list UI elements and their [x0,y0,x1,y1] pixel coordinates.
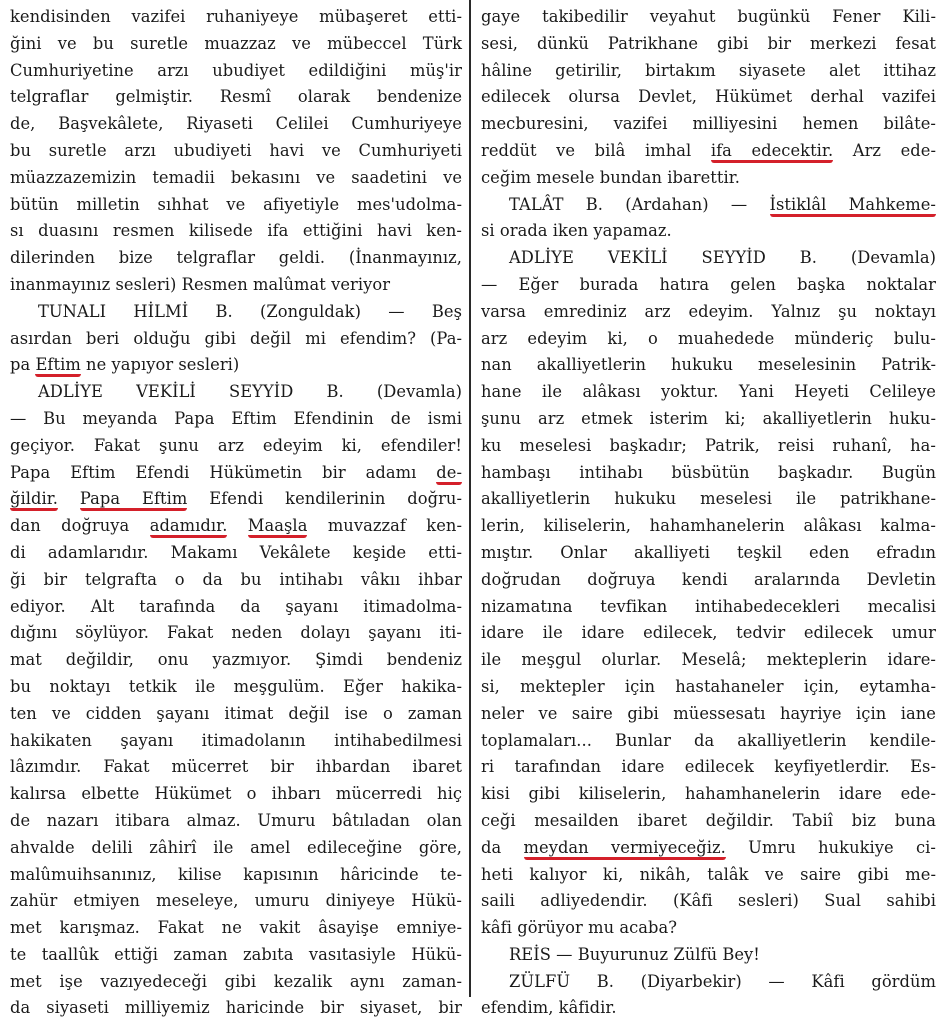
underlined-phrase: adamıdır. [150,516,228,538]
left-column-line: ği bir telgrafta o da bu intihabı vâkıı ihbar [10,569,462,589]
right-column-line: varsa emrediniz arz edeyim. Yalnız şu noktayı [481,301,936,321]
right-column-line: gaye takibedilir veyahut bugünkü Fener Kili- [481,7,936,26]
right-column-line: nizamatına tevfikan intihabedecekleri mecalisi [481,596,936,616]
right-column-line: ku meselesi başkadır; Patrik, reisi ruhanî, ha- [481,435,936,455]
left-column-line: malûmuihsanınız, kilise kapısının hâricinde te- [10,864,462,884]
left-column-line: telgraflar gelmiştir. Resmî olarak bendenize [10,87,462,107]
left-column-line: hakikaten şayanı itimadolanın intihabedilmesi [10,730,462,750]
right-column-line: ri tarafından idare edilecek keyfiyetlerdir. Es- [481,757,936,777]
left-column-line: müazzazemizin temadii bekasını ve saadetini ve [10,167,462,187]
underlined-phrase: Papa Eftim [80,489,188,511]
right-column-line: ceği mesailden ibaret değildir. Tabiî biz buna [481,810,936,830]
right-column-line: sesi, dünkü Patrikhane gibi bir merkezi fesat [481,33,936,53]
left-column-line: ahvalde delili zâhirî ile amel edileceğine göre, [10,837,462,857]
left-column-line: mat değildir, onu yazmıyor. Şimdi bendeniz [10,650,462,670]
left-column-line: bütün milletin sıhhat ve afiyetiyle mes'udolma- [10,194,462,214]
right-column-line: si, mektepler için hastahaneler için, eytamha- [481,676,936,696]
right-column-line: ZÜLFÜ B. (Diyarbekir) — Kâfi gördüm [509,971,936,991]
right-column-line: mecburesini, vazifei milliyesini hemen bilâte- [481,114,936,134]
left-column [10,4,462,1022]
left-column-line: inanmayınız sesleri) Resmen malûmat veriyor [10,274,391,294]
left-column-line: ğildir. Papa Eftim Efendi kendilerinin doğru- [10,486,462,513]
left-column-line: bu noktayı tetkik ile meşgulüm. Eğer hakika- [10,676,462,696]
right-column-line: kâfi görüyor mu acaba? [481,918,678,938]
right-column-line: lerin, kiliselerin, hahamhanelerin alâkası kalma- [481,516,936,536]
left-column-line: met karışmaz. Fakat ne vakit âsayişe emniye- [10,918,462,938]
right-column-line: ceğim mesele bundan ibarettir. [481,167,740,187]
left-column-line: pa Eftim ne yapıyor sesleri) [10,352,462,379]
right-column-line: saili adliyedendir. (Kâfi sesleri) Sual sahibi [481,891,936,911]
left-column-line: ADLİYE VEKİLİ SEYYİD B. (Devamla) [38,382,462,402]
right-column-line: hambaşı intihabı büsbütün başkadır. Bugün [481,462,936,482]
left-column-line: kendisinden vazifei ruhaniyeye mübaşeret etti- [10,7,462,26]
left-column-line: lâzımdır. Fakat mücerret bir ihbardan ibaret [10,757,462,777]
left-column-line: TUNALI HİLMİ B. (Zonguldak) — Beş [38,301,462,321]
left-column-line: di adamlarıdır. Makamı Vekâlete keşide etti- [10,542,462,562]
underlined-phrase: ğildir. [10,489,58,511]
underlined-phrase: Maaşla [248,516,308,538]
underlined-phrase: İstiklâl Mahkeme- [770,195,937,217]
right-column-line: idare ile idare edilecek, tedvir edilecek umur [481,623,936,643]
left-column-line: sı duasını resmen kilisede ifa ettiğini havi ken- [10,221,462,241]
right-column-line: doğrudan doğruya kendi aralarında Devletin [481,569,936,589]
right-column-line: arz edeyim ki, o muahedede münderiç bulu- [481,328,936,348]
underlined-phrase: Eftim [35,355,80,377]
underlined-phrase: de- [436,463,462,485]
right-column-line: — Eğer burada hatıra gelen başka noktalar [481,274,936,294]
right-column-line: ile meşgul olurlar. Meselâ; mekteplerin idare- [481,650,936,670]
left-column-line: Cumhuriyetine arzı ubudiyet edildiğini müş'ir [10,60,462,80]
right-column-line: TALÂT B. (Ardahan) — İstiklâl Mahkeme- [481,192,936,219]
left-column-line: dilerinden bize telgraflar geldi. (İnanmayınız, [10,248,462,268]
left-column-line: ediyor. Alt tarafında da şayanı itimadolma- [10,596,462,616]
left-column-line: bu suretle arzı ubudiyeti havi ve Cumhuriyeti [10,140,462,160]
right-column-line: si orada iken yapamaz. [481,221,672,241]
right-column-line: şunu arz etmek isterim ki; akalliyetlerin huku- [481,408,936,428]
left-column-line: kalırsa elbette Hükümet o ihbarı mücerredi hiç [10,784,462,804]
left-column-line: geçiyor. Fakat şunu arz edeyim ki, efendiler! [10,435,462,455]
column-divider [469,0,471,997]
left-column-line: — Bu meyanda Papa Eftim Efendinin de ismi [10,408,462,428]
right-column-line: neler ve saire gibi müessesatı hayriye için iane [481,703,936,723]
right-column-line: REİS — Buyurunuz Zülfü Bey! [509,944,760,964]
left-column-line: asırdan beri olduğu gibi değil mi efendim? (Pa- [10,328,462,348]
underlined-phrase: ifa edecektir. [711,141,833,163]
right-column-line: edilecek olursa Devlet, Hükümet derhal vazifei [481,87,936,107]
right-column-line: kisi gibi kiliselerin, hahamhanelerin idare ede- [481,784,936,804]
right-column-line: da meydan vermiyeceğiz. Umru hukukiye ci- [481,835,936,862]
left-column-line: dan doğruya adamıdır. Maaşla muvazzaf ken- [10,513,462,540]
right-column-line: ADLİYE VEKİLİ SEYYİD B. (Devamla) [509,248,936,268]
right-column-line: nan akalliyetlerin hukuku meselesinin Patrik- [481,355,936,375]
right-column-line: reddüt ve bilâ imhal ifa edecektir. Arz ede- [481,138,936,165]
left-column-line: de nazarı itibara almaz. Umuru bâtıladan olan [10,810,462,830]
left-column-line: da siyaseti milliyemiz haricinde bir siyaset, bir [10,998,462,1018]
left-column-line: de, Başvekâlete, Riyaseti Celilei Cumhuriyeye [10,114,462,134]
left-column-line: dığını söylüyor. Fakat neden dolayı şayanı iti- [10,623,462,643]
right-column-line: hâline getirilir, birtakım siyasete alet ittihaz [481,60,936,80]
left-column-line: met işe vazıyedeceği gibi kezalik aynı zaman- [10,971,462,991]
right-column-line: hane ile alâkası yoktur. Yani Heyeti Celileye [481,382,936,402]
left-column-line: ğini ve bu suretle muazzaz ve mübeccel Türk [10,33,462,53]
right-column-line: heti kalıyor ki, nikâh, talâk ve saire gibi me- [481,864,936,884]
left-column-line: Papa Eftim Efendi Hükümetin bir adamı de- [10,460,462,487]
underlined-phrase: meydan vermiyeceğiz. [524,838,726,860]
right-column-line: akalliyetlerin hukuku meselesi ile patrikhane- [481,489,936,509]
left-column-line: ten ve cidden şayanı itimat değil ise o zaman [10,703,462,723]
right-column-line: efendim, kâfidir. [481,998,617,1018]
left-column-line: zahür etmiyen meseleye, umuru diniyeye Hükü- [10,891,462,911]
right-column-line: toplamaları... Bunlar da akalliyetlerin kendile- [481,730,936,750]
left-column-line: te taallûk ettiği zaman zabıta vasıtasiyle Hükü- [10,944,462,964]
right-column-line: mıştır. Onlar akalliyeti teşkil eden efradın [481,542,936,562]
right-column [481,4,936,1022]
